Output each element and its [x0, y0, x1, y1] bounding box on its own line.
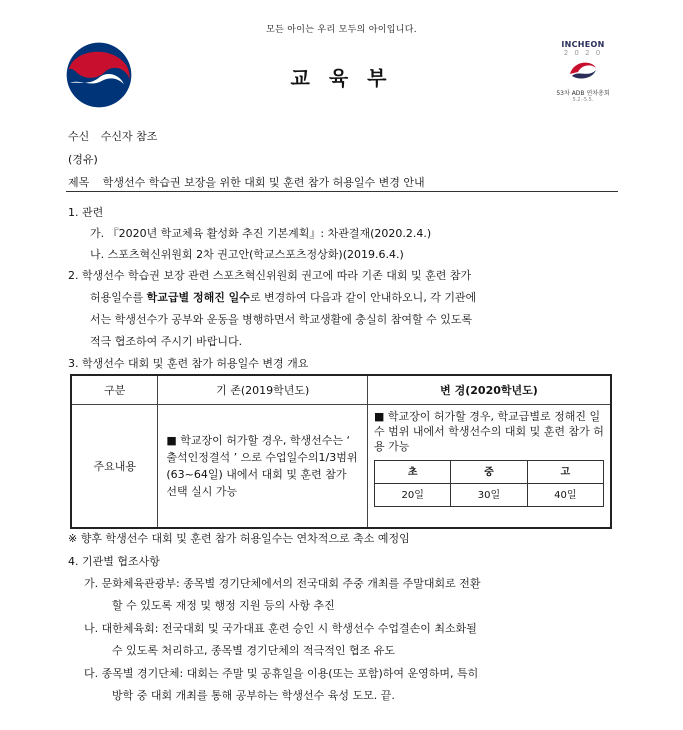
changed-content-cell: [368, 405, 612, 529]
item-2-line-2-bold: 학교급별 정해진 일수: [146, 291, 250, 304]
row-label: 주요내용: [71, 405, 158, 529]
changed-content: ■ 학교장이 허가할 경우, 학교급별로 정해진 일수 범위 내에서 학생선수의 대회 및 훈련 참가 허용 가능: [374, 410, 604, 453]
days-row: [375, 484, 604, 507]
subject-divider: [66, 191, 618, 192]
via-line: (경유): [68, 153, 98, 166]
subject-label: 제목: [68, 176, 90, 189]
slogan: 모든 아이는 우리 모두의 아이입니다.: [266, 25, 417, 35]
item-1-heading: 1. 관련: [68, 206, 104, 219]
item-2-line-4: 적극 협조하여 주시기 바랍니다.: [90, 335, 243, 348]
item-4a-line-2: 할 수 있도록 재정 및 행정 지원 등의 사항 추진: [112, 599, 335, 612]
days-by-level-table: [374, 460, 604, 507]
recipient-label: 수신: [68, 130, 90, 143]
item-3-heading: 3. 학생선수 대회 및 훈련 참가 허용일수 변경 개요: [68, 357, 309, 370]
item-2-line-1: 2. 학생선수 학습권 보장 관련 스포츠혁신위원회 권고에 따라 기존 대회 및 훈련 참가: [68, 269, 472, 282]
subject-line: [68, 174, 425, 190]
item-4a-line-1: 가. 문화체육관광부: 종목별 경기단체에서의 전국대회 주중 개최를 주말대회로 전환: [84, 577, 481, 590]
level-row: [375, 461, 604, 484]
incheon-event-dates: 5.2.-5.5.: [572, 97, 594, 103]
days-elementary: 20일: [375, 484, 451, 507]
level-high: 고: [527, 461, 603, 484]
ministry-title: 교 육 부: [290, 66, 393, 90]
item-1b: 나. 스포츠혁신위원회 2차 권고안(학교스포츠정상화)(2019.6.4.): [90, 248, 404, 261]
item-4-heading: 4. 기관별 협조사항: [68, 555, 160, 568]
subject-value: 학생선수 학습권 보장을 위한 대회 및 훈련 참가 허용일수 변경 안내: [102, 176, 425, 189]
recipient-value: 수신자 참조: [100, 130, 158, 143]
item-2-line-2: [90, 289, 476, 305]
level-middle: 중: [451, 461, 527, 484]
future-note: ※ 향후 학생선수 대회 및 훈련 참가 허용일수는 연차적으로 축소 예정임: [68, 532, 410, 545]
item-2-line-2-post: 로 변경하여 다음과 같이 안내하오니, 각 기관에: [249, 291, 477, 304]
previous-content: ■ 학교장이 허가할 경우, 학생선수는 ‘ 출석인정결석 ’ 으로 수업일수의1/3범위(63~64일) 내에서 대회 및 훈련 참가 선택 실시 가능: [158, 405, 368, 529]
header-category: 구분: [71, 375, 158, 405]
level-elementary: 초: [375, 461, 451, 484]
allowance-table: [70, 374, 612, 529]
item-2-line-2-pre: 허용일수를: [90, 291, 147, 304]
table-header-row: [71, 375, 611, 405]
incheon-logo-year: 2 0 2 0: [563, 49, 603, 57]
item-4b-line-2: 수 있도록 처리하고, 종목별 경기단체의 적극적인 협조 유도: [112, 644, 395, 657]
days-middle: 30일: [451, 484, 527, 507]
incheon-logo-word: INCHEON: [561, 40, 605, 49]
header-changed: 변 경(2020학년도): [368, 375, 612, 405]
incheon-event-name: 53차 ADB 연차총회: [556, 90, 610, 97]
incheon-swirl-icon: [566, 58, 600, 80]
item-2-line-3: 서는 학생선수가 공부와 운동을 병행하면서 학교생활에 충실히 참여할 수 있도록: [90, 313, 473, 326]
recipient-line: [68, 128, 157, 144]
item-1a: 가. 『2020년 학교체육 활성화 추진 기본계획』: 차관결재(2020.2.4.): [90, 227, 432, 240]
item-4b-line-1: 나. 대한체육회: 전국대회 및 국가대표 훈련 승인 시 학생선수 수업결손이 최소화될: [84, 622, 477, 635]
item-4c-line-1: 다. 종목별 경기단체: 대회는 주말 및 공휴일을 이용(또는 포함)하여 운영하며, 특히: [84, 667, 479, 680]
header-previous: 기 존(2019학년도): [158, 375, 368, 405]
table-row: [71, 405, 611, 529]
item-4c-line-2: 방학 중 대회 개최를 통해 공부하는 학생선수 육성 도모. 끝.: [112, 689, 395, 702]
days-high: 40일: [527, 484, 603, 507]
incheon-adb-logo: [552, 40, 614, 103]
